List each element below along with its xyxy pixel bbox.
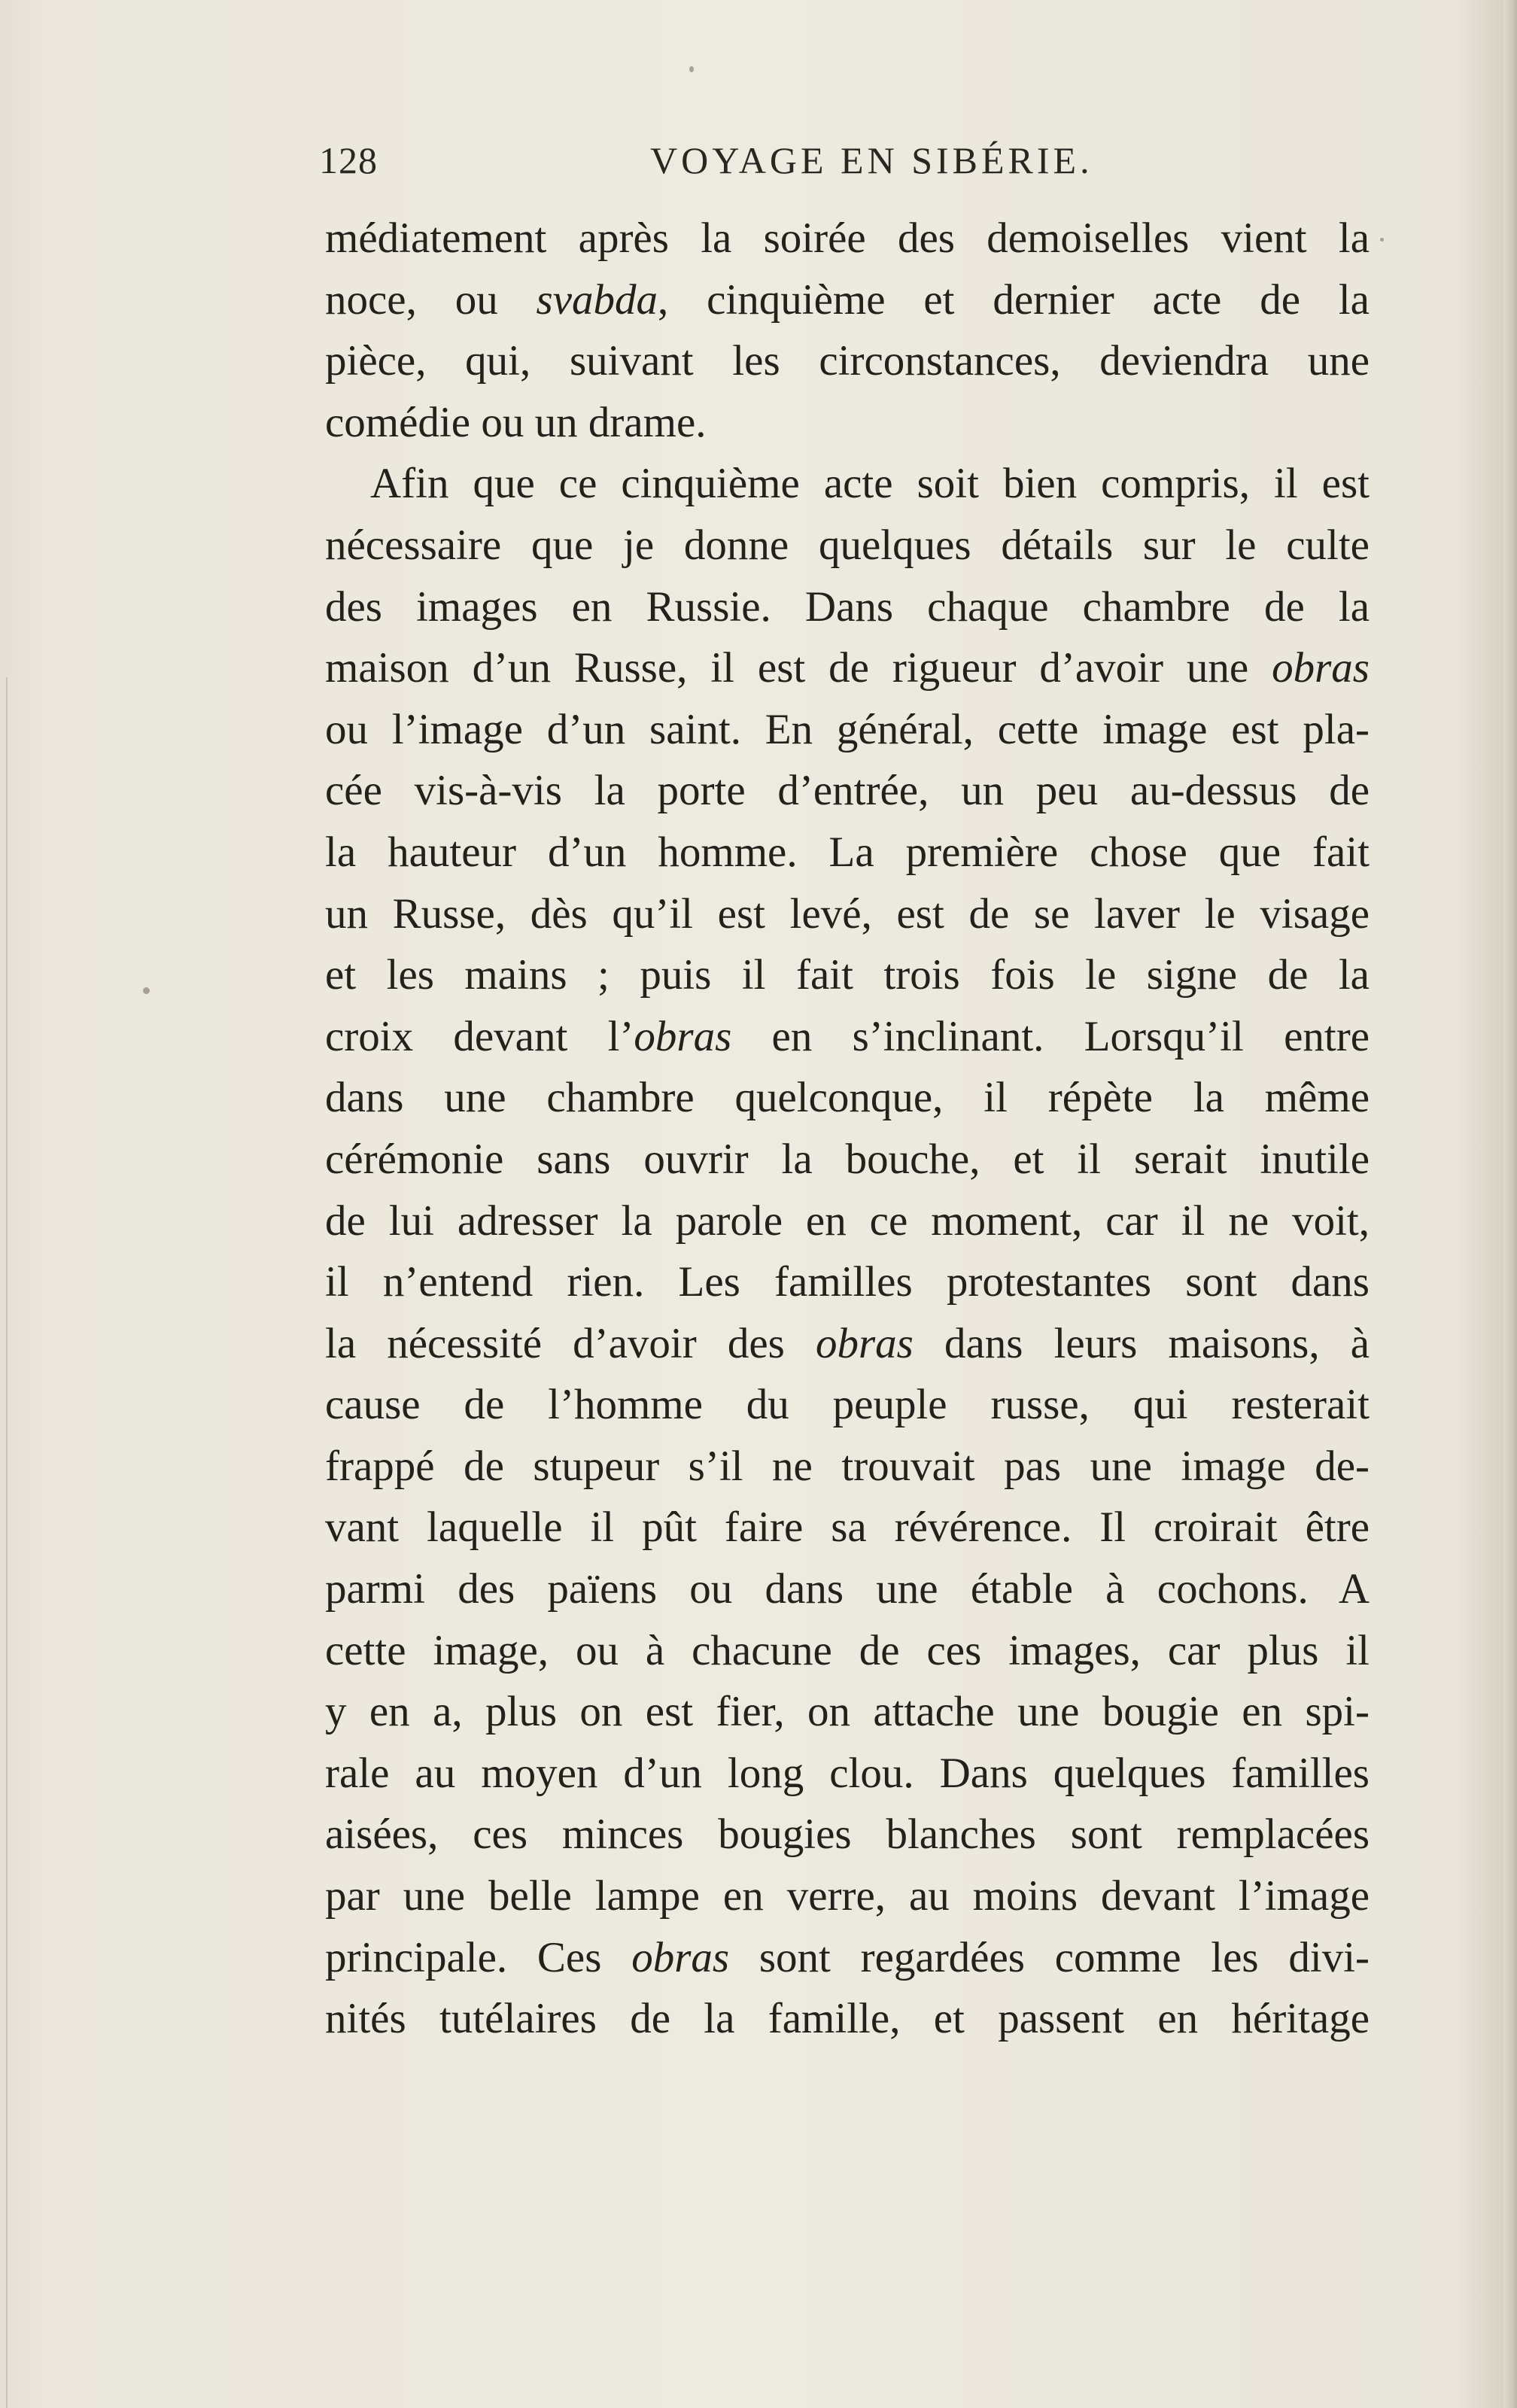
text-line: la hauteur d’un homme. La première chose que fait: [325, 828, 1370, 876]
running-title: VOYAGE EN SIBÉRIE.: [650, 139, 1093, 181]
text-line: cette image, ou à chacune de ces images, car plus il: [325, 1626, 1370, 1674]
text-line: de lui adresser la parole en ce moment, car il ne voit,: [325, 1196, 1370, 1245]
text-line: vant laquelle il pût faire sa révérence. Il croirait être: [325, 1503, 1370, 1552]
italic-term: obras: [634, 1012, 732, 1060]
text-line: pièce, qui, suivant les circonstances, deviendra une: [325, 337, 1370, 385]
page-edge-left: [6, 677, 8, 2408]
text-line: nécessaire que je donne quelques détails sur le culte: [325, 521, 1370, 569]
page-edge-right: [1503, 0, 1517, 2408]
paper-speck: [689, 66, 694, 72]
italic-term: obras: [815, 1319, 914, 1367]
text-line: Afin que ce cinquième acte soit bien compris, il est: [370, 460, 1370, 508]
italic-term: svabda: [536, 275, 658, 324]
text-line: cause de l’homme du peuple russe, qui resterait: [325, 1381, 1370, 1429]
running-header: [319, 138, 1370, 184]
text-line: la nécessité d’avoir des obras dans leurs maisons, à: [325, 1319, 1370, 1367]
text-line: rale au moyen d’un long clou. Dans quelques familles: [325, 1749, 1370, 1797]
text-line: frappé de stupeur s’il ne trouvait pas une image de-: [325, 1442, 1370, 1490]
text-line: aisées, ces minces bougies blanches sont remplacées: [325, 1811, 1370, 1859]
text-line: des images en Russie. Dans chaque chambre de la: [325, 582, 1370, 631]
text-line: croix devant l’obras en s’inclinant. Lorsqu’il entre: [325, 1012, 1370, 1060]
page-number: 128: [319, 139, 378, 181]
text-line: comédie ou un drame.: [325, 398, 707, 446]
italic-term: obras: [631, 1933, 730, 1981]
text-line: parmi des païens ou dans une étable à cochons. A: [325, 1565, 1370, 1613]
text-line: et les mains ; puis il fait trois fois le signe de la: [325, 951, 1370, 999]
text-line: il n’entend rien. Les familles protestantes sont dans: [325, 1258, 1370, 1306]
text-line: dans une chambre quelconque, il répète la même: [325, 1074, 1370, 1122]
text-line: par une belle lampe en verre, au moins devant l’image: [325, 1872, 1370, 1920]
text-line: noce, ou svabda, cinquième et dernier acte de la: [325, 275, 1370, 324]
body-text: [325, 208, 1370, 2050]
text-line: cée vis-à-vis la porte d’entrée, un peu au-dessus de: [325, 767, 1370, 815]
text-line: médiatement après la soirée des demoiselles vient la: [325, 214, 1370, 262]
text-line: un Russe, dès qu’il est levé, est de se laver le visage: [325, 889, 1370, 938]
text-line: cérémonie sans ouvrir la bouche, et il serait inutile: [325, 1135, 1370, 1183]
paper-speck: [143, 987, 150, 994]
text-line: nités tutélaires de la famille, et passent en héritage: [325, 1995, 1370, 2043]
text-line: ou l’image d’un saint. En général, cette image est pla-: [325, 705, 1370, 753]
text-line: principale. Ces obras sont regardées comme les divi-: [325, 1933, 1370, 1981]
text-line: y en a, plus on est fier, on attache une bougie en spi-: [325, 1688, 1370, 1736]
paper-speck: [1380, 238, 1384, 242]
text-line: maison d’un Russe, il est de rigueur d’avoir une obras: [325, 644, 1370, 692]
italic-term: obras: [1272, 644, 1370, 692]
